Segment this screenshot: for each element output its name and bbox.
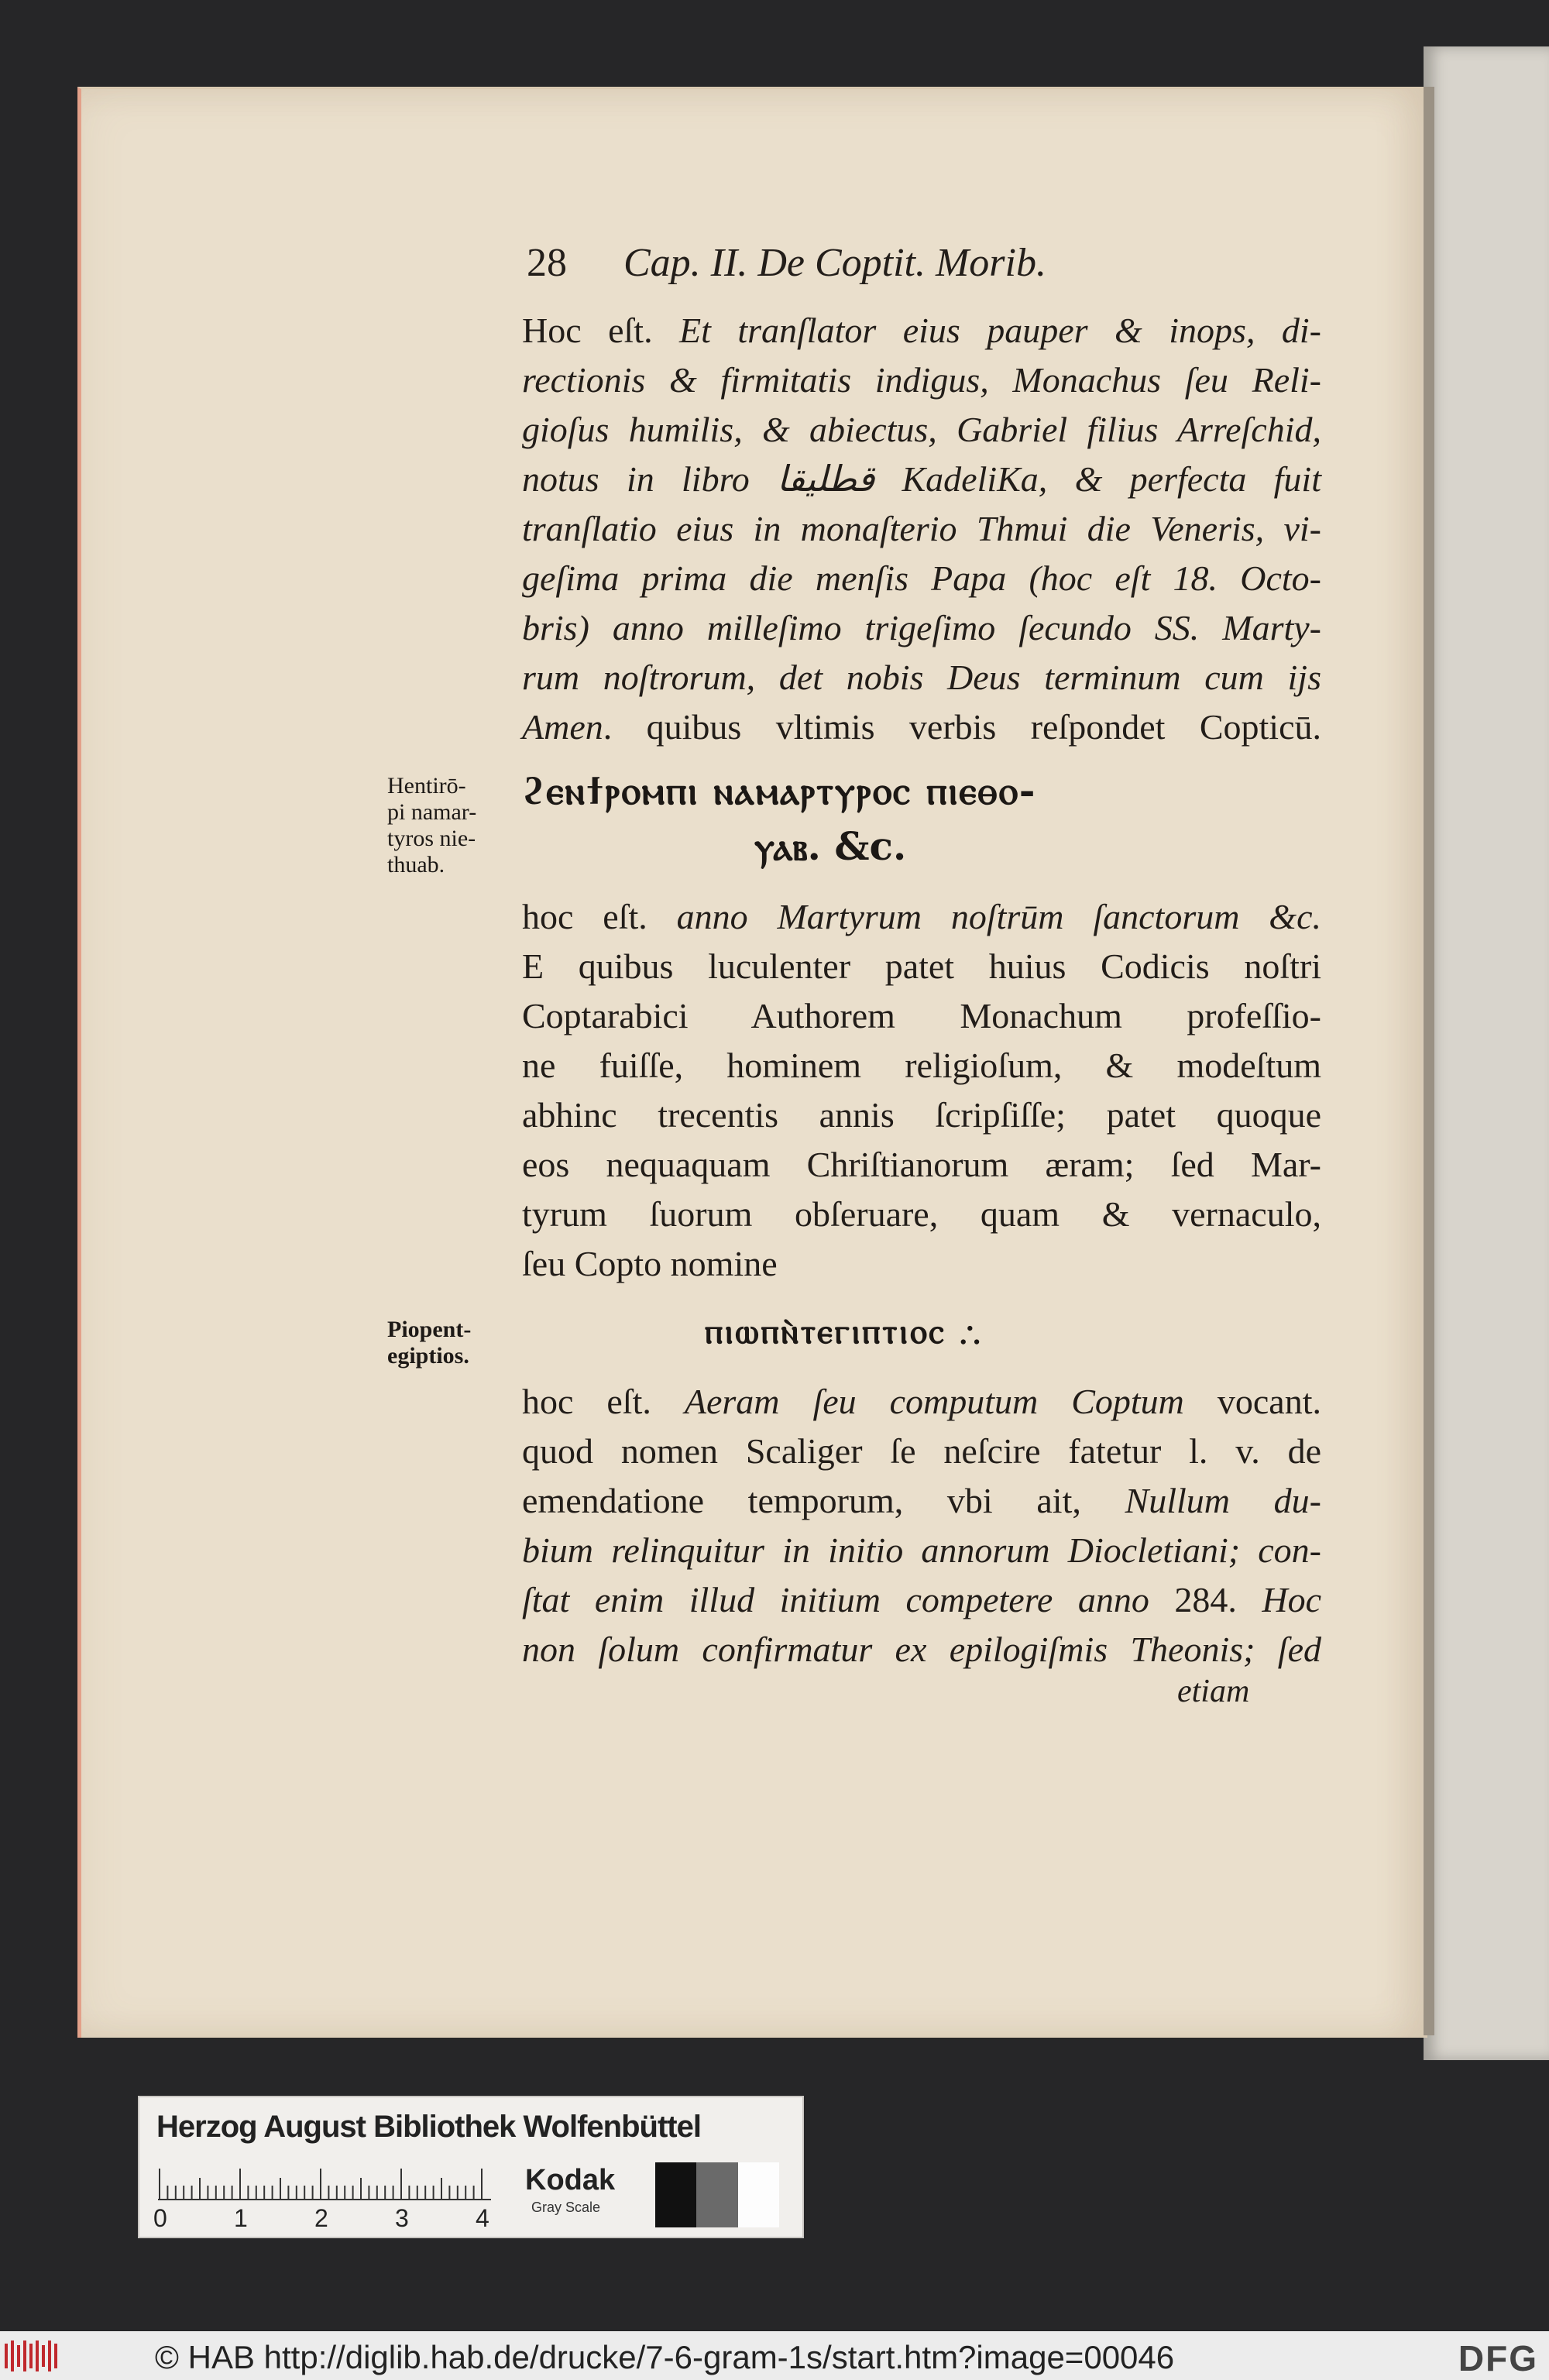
text-line xyxy=(522,1526,1321,1575)
italic-text: rum noſtrorum, det nobis Deus terminum cum ijs xyxy=(522,658,1321,697)
roman-text: abhinc trecentis annis ſcripſiſſe; patet quoque xyxy=(522,1095,1321,1135)
ruler-scale xyxy=(158,2165,491,2201)
margin-note-2 xyxy=(387,1317,471,1369)
margin-note-line: Piopent- xyxy=(387,1317,472,1342)
italic-text: Hoc xyxy=(1262,1580,1321,1619)
text-line xyxy=(522,1625,1321,1674)
copyright-link[interactable]: © HAB http://diglib.hab.de/drucke/7-6-gram-1s/start.htm?image=00046 xyxy=(155,2339,1175,2375)
text-block-1 xyxy=(522,306,1321,752)
roman-text: emendatione temporum, vbi ait, xyxy=(522,1481,1125,1520)
text-line xyxy=(522,1575,1321,1625)
gray-scale-label: Gray Scale xyxy=(531,2200,601,2215)
coptic-passage-1 xyxy=(522,763,1321,874)
swatch-gray xyxy=(696,2162,737,2227)
text-line xyxy=(522,1140,1321,1190)
roman-text: quod nomen Scaliger ſe neſcire fatetur l. v. de xyxy=(522,1431,1321,1471)
dfg-logo: DFG xyxy=(1458,2338,1538,2378)
catchword: etiam xyxy=(1177,1674,1250,1709)
text-line xyxy=(522,504,1321,554)
coptic-line-2: ⲩⲁⲃ. &c. xyxy=(754,823,907,869)
italic-text: bium relinquitur in initio annorum Diocletiani; con- xyxy=(522,1530,1321,1570)
text-line xyxy=(522,1041,1321,1090)
text-line xyxy=(522,1090,1321,1140)
italic-text: Amen xyxy=(522,707,603,747)
text-line xyxy=(522,455,1321,504)
roman-text: hoc eſt. xyxy=(522,1382,685,1421)
text-line xyxy=(522,991,1321,1041)
text-line xyxy=(522,405,1321,455)
roman-text: Coptarabici Authorem Monachum profeſſio- xyxy=(522,996,1321,1035)
coptic-line-1: ϩⲉⲛϯⲣⲟⲙⲡⲓ ⲛⲁⲙⲁⲣⲧⲩⲣⲟⲥ ⲡⲓⲉⲑⲟ- xyxy=(522,768,1037,813)
footer-bar xyxy=(0,2331,1549,2380)
italic-text: geſima prima die menſis Papa (hoc eſt 18. Octo- xyxy=(522,558,1321,598)
roman-text: eos nequaquam Chriſtianorum æram; ſed Mar- xyxy=(522,1145,1321,1184)
roman-text: E quibus luculenter patet huius Codicis noſtri xyxy=(522,946,1321,986)
italic-text: ſtat enim illud initium competere anno xyxy=(522,1580,1175,1619)
color-target-card xyxy=(138,2096,804,2238)
kodak-label: Kodak xyxy=(525,2164,616,2196)
text-line xyxy=(522,1476,1321,1526)
roman-text: ne fuiſſe, hominem religioſum, & modeſtum xyxy=(522,1046,1321,1085)
text-line xyxy=(522,603,1321,653)
text-line xyxy=(522,1377,1321,1427)
italic-text: Et tranſlator eius pauper & inops, di- xyxy=(679,311,1321,350)
text-line xyxy=(522,554,1321,603)
roman-text: tyrum ſuorum obſeruare, quam & vernaculo, xyxy=(522,1194,1321,1234)
gray-swatches xyxy=(655,2162,779,2227)
text-line xyxy=(522,653,1321,702)
text-line xyxy=(522,355,1321,405)
margin-note-line: pi namar- xyxy=(387,799,477,825)
ruler-number: 2 xyxy=(314,2204,328,2232)
text-line xyxy=(522,892,1321,942)
text-block-2 xyxy=(522,892,1321,1289)
text-line xyxy=(522,1427,1321,1476)
swatch-white xyxy=(738,2162,779,2227)
text-line xyxy=(522,1190,1321,1239)
text-line xyxy=(522,1239,1321,1289)
italic-text: non ſolum confirmatur ex epilogiſmis Theonis; ſed xyxy=(522,1630,1321,1669)
ruler-number: 4 xyxy=(476,2204,489,2232)
italic-text: bris) anno milleſimo trigeſimo ſecundo SS. Marty- xyxy=(522,608,1321,647)
ruler-number: 0 xyxy=(153,2204,167,2232)
roman-text: ſeu Copto nomine xyxy=(522,1244,778,1283)
margin-note-line: thuab. xyxy=(387,852,445,877)
italic-text: notus in libro قطليقا KadeliKa, & perfecta fuit xyxy=(522,459,1321,499)
text-line xyxy=(522,306,1321,355)
italic-text: Nullum du- xyxy=(1125,1481,1322,1520)
italic-text: gioſus humilis, & abiectus, Gabriel filius Arreſchid, xyxy=(522,410,1321,449)
italic-text: Aeram ſeu computum Coptum xyxy=(684,1382,1184,1421)
margin-note-line: Hentirō- xyxy=(387,773,466,798)
library-name: Herzog August Bibliothek Wolfenbüttel xyxy=(156,2110,701,2144)
roman-text: . quibus vltimis verbis reſpondet Copticū. xyxy=(603,707,1321,747)
roman-text: hoc eſt. xyxy=(522,897,677,936)
italic-text: anno Martyrum noſtrūm ſanctorum &c. xyxy=(676,897,1321,936)
barcode-logo xyxy=(5,2341,62,2371)
text-block-3 xyxy=(522,1377,1321,1674)
ruler-number: 1 xyxy=(234,2204,248,2232)
ruler-number: 3 xyxy=(395,2204,409,2232)
swatch-black xyxy=(655,2162,696,2227)
running-header xyxy=(527,240,1332,286)
running-title: Cap. II. De Coptit. Morib. xyxy=(623,241,1046,285)
margin-note-1 xyxy=(387,773,476,878)
margin-note-line: egiptios. xyxy=(387,1343,469,1369)
margin-note-line: tyros nie- xyxy=(387,826,476,851)
text-line xyxy=(522,702,1321,752)
roman-text: Hoc eſt. xyxy=(522,311,680,350)
roman-text: vocant. xyxy=(1183,1382,1321,1421)
facing-page-edge xyxy=(1424,46,1549,2060)
roman-text: 284. xyxy=(1174,1580,1262,1619)
italic-text: tranſlatio eius in monaſterio Thmui die Veneris, vi- xyxy=(522,509,1321,548)
coptic-passage-2: ⲡⲓⲱⲡⲛ̀ⲧⲉⲅⲓⲡⲧⲓⲟⲥ ∴ xyxy=(705,1312,982,1351)
page-number: 28 xyxy=(527,241,567,285)
page-gutter-shadow xyxy=(1424,87,1434,2035)
italic-text: rectionis & firmitatis indigus, Monachus ſeu Reli- xyxy=(522,360,1321,400)
text-line xyxy=(522,942,1321,991)
